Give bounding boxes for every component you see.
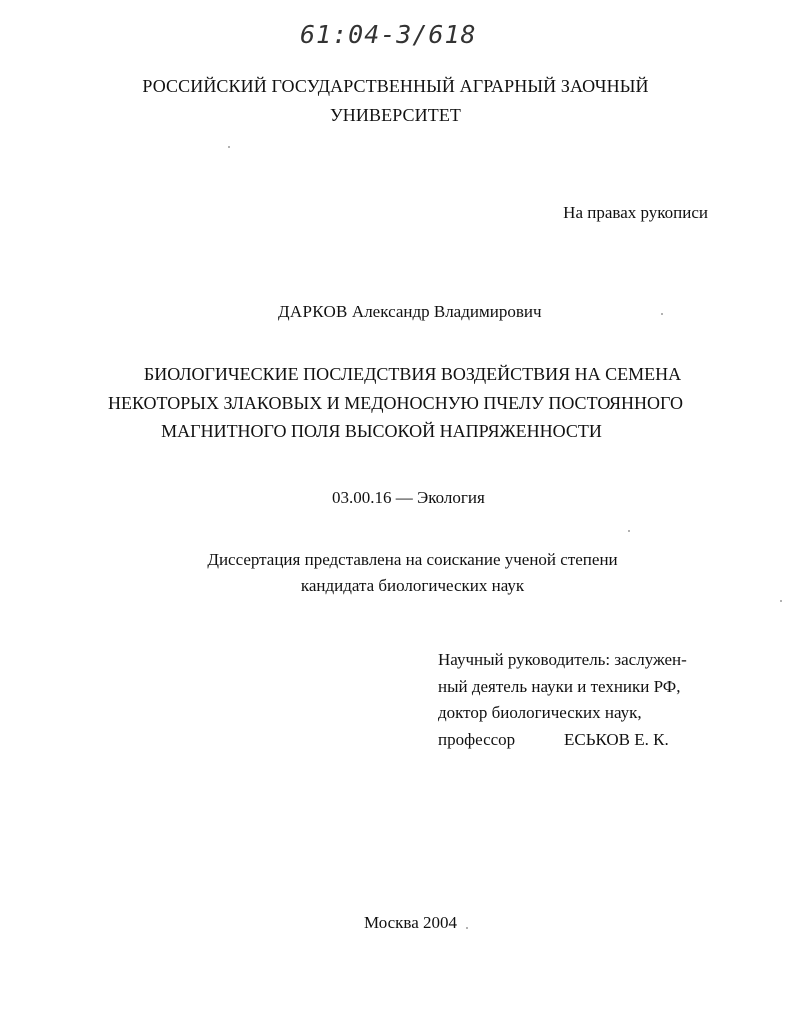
- advisor-line-4: [438, 727, 687, 754]
- advisor-line-3: доктор биологических наук,: [438, 703, 642, 722]
- university-name: [0, 72, 791, 130]
- scientific-advisor: [438, 647, 687, 753]
- scan-speck: [661, 313, 663, 315]
- degree-statement-line-1: Диссертация представлена на соискание ученой степени: [207, 550, 618, 569]
- dissertation-title: [0, 360, 791, 446]
- degree-statement-line-2: кандидата биологических наук: [300, 576, 525, 595]
- advisor-line-2: ный деятель науки и техники РФ,: [438, 676, 681, 696]
- degree-statement: [0, 547, 791, 599]
- advisor-line-1: Научный руководитель: заслужен-: [438, 650, 687, 669]
- specialty-code: 03.00.16 — Экология: [332, 488, 485, 507]
- manuscript-rights-note: На правах рукописи: [563, 203, 708, 222]
- university-name-line-1: РОССИЙСКИЙ ГОСУДАРСТВЕННЫЙ АГРАРНЫЙ ЗАОЧНЫЙ: [142, 76, 649, 96]
- city-year: Москва 2004: [364, 913, 458, 932]
- author-name: [278, 302, 542, 322]
- advisor-role: профессор: [438, 729, 516, 749]
- scan-speck: [628, 530, 630, 532]
- title-line-3: МАГНИТНОГО ПОЛЯ ВЫСОКОЙ НАПРЯЖЕННОСТИ: [161, 421, 602, 441]
- title-line-1: БИОЛОГИЧЕСКИЕ ПОСЛЕДСТВИЯ ВОЗДЕЙСТВИЯ НА СЕМЕНА: [143, 364, 682, 384]
- university-name-line-2: УНИВЕРСИТЕТ: [329, 105, 462, 125]
- author-given-names: Александр Владимирович: [351, 302, 542, 321]
- scan-speck: [780, 600, 782, 602]
- advisor-name: ЕСЬКОВ Е. К.: [564, 729, 669, 749]
- catalog-number: 61:04-3/618: [300, 20, 477, 49]
- scan-speck: [466, 927, 468, 929]
- author-surname: ДАРКОВ: [278, 302, 348, 321]
- title-line-2: НЕКОТОРЫХ ЗЛАКОВЫХ И МЕДОНОСНУЮ ПЧЕЛУ ПОСТОЯННОГО: [107, 392, 683, 413]
- scan-speck: [228, 146, 230, 148]
